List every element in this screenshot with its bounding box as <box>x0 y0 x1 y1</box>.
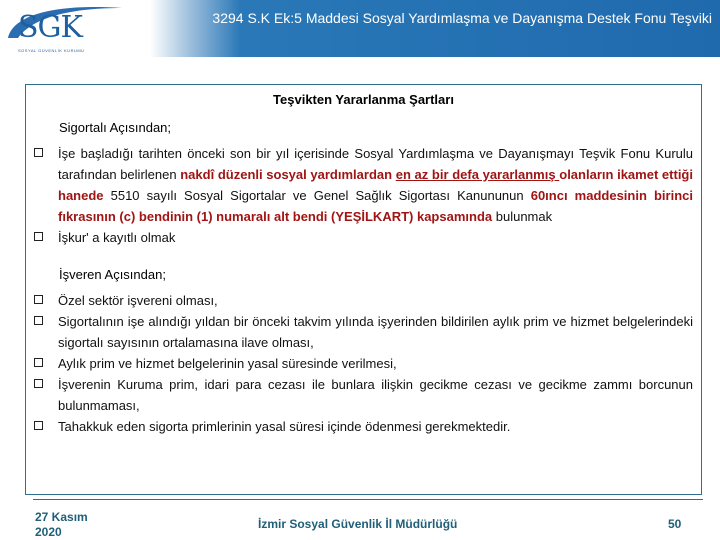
logo-text: SGK <box>18 10 82 45</box>
highlight: en az bir defa yararlanmış <box>395 167 560 182</box>
list-item <box>34 416 693 437</box>
highlight: olanların ikamet ettiği hanede <box>58 167 693 203</box>
checkbox-bullet-icon <box>34 316 43 325</box>
insured-heading: Sigortalı Açısından; <box>59 120 172 135</box>
footer <box>0 500 720 540</box>
box-title: Teşvikten Yararlanma Şartları <box>273 92 454 107</box>
highlight: nakdî düzenli sosyal yardımlardan <box>180 167 396 182</box>
text: Sigortalının işe alındığı yıldan bir önceki takvim yılında işyerinden bildirilen aylık prim ve hizmet belgelerindeki sigortalı sayısının ortalamasına ilave olması, <box>58 314 693 350</box>
logo-subtitle: SOSYAL GÜVENLİK KURUMU <box>18 48 85 53</box>
text: 5510 sayılı Sosyal Sigortalar ve Genel Sağlık Sigortası Kanununun <box>103 188 531 203</box>
list-item <box>34 311 693 353</box>
checkbox-bullet-icon <box>34 379 43 388</box>
text: Aylık prim ve hizmet belgelerinin yasal süresinde verilmesi, <box>58 356 397 371</box>
list-item <box>34 353 693 374</box>
list-item <box>34 227 693 248</box>
checkbox-bullet-icon <box>34 358 43 367</box>
text: Tahakkuk eden sigorta primlerinin yasal süresi içinde ödenmesi gerekmektedir. <box>58 419 511 434</box>
footer-date <box>35 510 88 540</box>
checkbox-bullet-icon <box>34 148 43 157</box>
slide-title: 3294 S.K Ek:5 Maddesi Sosyal Yardımlaşma ve Dayanışma Destek Fonu Teşviki <box>212 10 712 26</box>
page-number: 50 <box>668 517 682 531</box>
highlight: 60ıncı maddesinin birinci fıkrasının (c) bendinin (1) numaralı alt bendi (YEŞİLKART) kapsamında <box>58 188 693 224</box>
checkbox-bullet-icon <box>34 421 43 430</box>
sgk-logo <box>4 2 124 56</box>
list-item <box>34 290 693 311</box>
footer-organization: İzmir Sosyal Güvenlik İl Müdürlüğü <box>258 517 458 531</box>
list-item <box>34 143 693 227</box>
text: bulunmak <box>492 209 553 224</box>
text: Özel sektör işvereni olması, <box>58 293 218 308</box>
employer-heading: İşveren Açısından; <box>59 267 166 282</box>
employer-list <box>34 290 693 437</box>
text: İşkur' a kayıtlı olmak <box>58 230 176 245</box>
checkbox-bullet-icon <box>34 295 43 304</box>
list-item <box>34 374 693 416</box>
text: İşe başladığı tarihten önceki son bir yıl içerisinde Sosyal Yardımlaşma ve Dayanışmayı Teşvik Fonu Kurulu tarafından belirlenen <box>58 146 693 182</box>
insured-list <box>34 143 693 248</box>
date-line: 27 Kasım <box>35 510 88 524</box>
text: İşverenin Kuruma prim, idari para cezası ile bunlara ilişkin gecikme cezası ve gecikme zammı borcunun bulunmaması, <box>58 377 693 413</box>
conditions-box <box>25 84 702 495</box>
date-line: 2020 <box>35 525 62 539</box>
header-banner <box>0 0 720 57</box>
checkbox-bullet-icon <box>34 232 43 241</box>
